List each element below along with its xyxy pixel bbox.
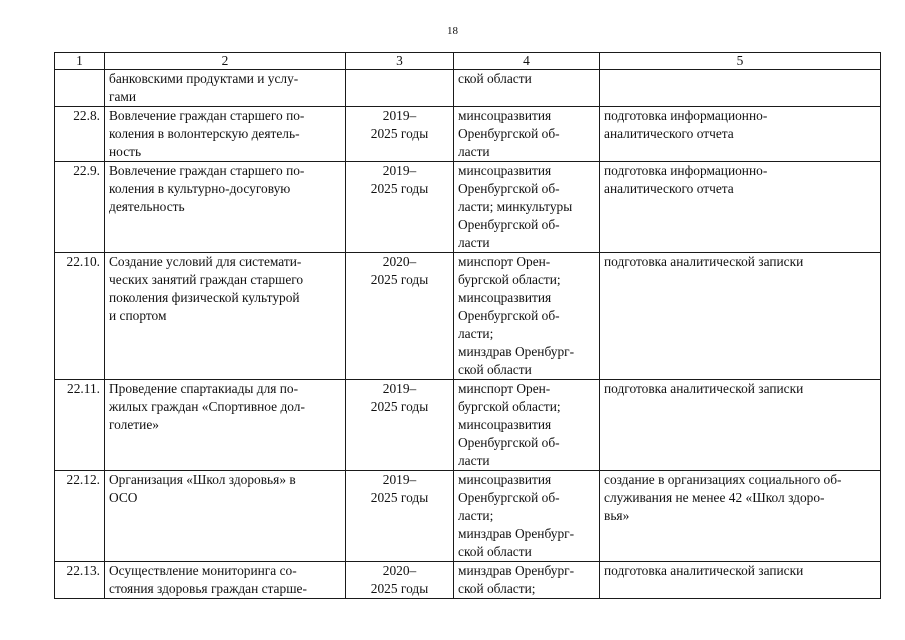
cell-line: 2019–	[382, 163, 417, 178]
executors-cell	[454, 70, 600, 107]
cell-line: 2025 годы	[370, 581, 429, 596]
cell-line: Оренбургской об-	[458, 181, 560, 196]
cell-line: Осуществление мониторинга со-	[109, 563, 297, 578]
period-cell	[346, 471, 454, 562]
cell-line: 2020–	[382, 563, 417, 578]
cell-line: ческих занятий граждан старшего	[109, 272, 304, 287]
cell-line: подготовка аналитической записки	[604, 381, 804, 396]
cell-line: Вовлечение граждан старшего по-	[109, 163, 305, 178]
cell-line: минздрав Оренбург-	[458, 563, 575, 578]
executors-cell	[454, 107, 600, 162]
header-row	[55, 53, 881, 70]
executors-cell	[454, 162, 600, 253]
table-body	[55, 53, 881, 599]
cell-line: ской области	[458, 71, 532, 86]
cell-line: 2025 годы	[370, 126, 429, 141]
cell-line: минсоцразвития	[458, 417, 552, 432]
cell-line: ской области	[458, 362, 532, 377]
cell-line: ласти	[458, 144, 490, 159]
result-cell	[600, 70, 881, 107]
cell-line: минсоцразвития	[458, 290, 552, 305]
activities-table	[54, 52, 881, 599]
cell-line: ОСО	[109, 490, 138, 505]
cell-line: стояния здоровья граждан старше-	[109, 581, 307, 596]
row-number-cell: 22.9.	[55, 162, 105, 253]
cell-line: ность	[109, 144, 142, 159]
executors-cell	[454, 253, 600, 380]
table-row	[55, 162, 881, 253]
cell-line: минсоцразвития	[458, 108, 552, 123]
cell-line: жилых граждан «Спортивное дол-	[109, 399, 305, 414]
header-cell-3: 3	[346, 53, 454, 70]
cell-line: Оренбургской об-	[458, 217, 560, 232]
cell-line: 2025 годы	[370, 181, 429, 196]
result-cell	[600, 471, 881, 562]
row-number-cell: 22.12.	[55, 471, 105, 562]
cell-line: бургской области;	[458, 399, 561, 414]
header-cell-5: 5	[600, 53, 881, 70]
cell-line: подготовка аналитической записки	[604, 254, 804, 269]
table-row	[55, 380, 881, 471]
cell-line: 2025 годы	[370, 272, 429, 287]
cell-line: аналитического отчета	[604, 126, 734, 141]
cell-line: Вовлечение граждан старшего по-	[109, 108, 305, 123]
activity-cell	[105, 162, 346, 253]
header-cell-4: 4	[454, 53, 600, 70]
executors-cell	[454, 380, 600, 471]
header-cell-2: 2	[105, 53, 346, 70]
cell-line: ласти;	[458, 508, 494, 523]
cell-line: минздрав Оренбург-	[458, 344, 575, 359]
cell-line: Оренбургской об-	[458, 435, 560, 450]
period-cell	[346, 253, 454, 380]
activity-cell	[105, 107, 346, 162]
result-cell	[600, 253, 881, 380]
activity-cell	[105, 70, 346, 107]
table-row	[55, 107, 881, 162]
cell-line: Оренбургской об-	[458, 490, 560, 505]
cell-line: подготовка аналитической записки	[604, 563, 804, 578]
cell-line: поколения физической культурой	[109, 290, 300, 305]
cell-line: минспорт Орен-	[458, 381, 551, 396]
cell-line: аналитического отчета	[604, 181, 734, 196]
cell-line: подготовка информационно-	[604, 108, 768, 123]
row-number-cell: 22.8.	[55, 107, 105, 162]
period-cell	[346, 380, 454, 471]
cell-line: ласти	[458, 235, 490, 250]
cell-line: Оренбургской об-	[458, 126, 560, 141]
cell-line: бургской области;	[458, 272, 561, 287]
table-row	[55, 253, 881, 380]
cell-line: Создание условий для системати-	[109, 254, 302, 269]
result-cell	[600, 562, 881, 599]
cell-line: Проведение спартакиады для по-	[109, 381, 299, 396]
cell-line: минсоцразвития	[458, 163, 552, 178]
header-cell-1: 1	[55, 53, 105, 70]
period-cell	[346, 162, 454, 253]
cell-line: банковскими продуктами и услу-	[109, 71, 299, 86]
cell-line: коления в культурно-досуговую	[109, 181, 291, 196]
row-number-cell	[55, 70, 105, 107]
cell-line: минспорт Орен-	[458, 254, 551, 269]
cell-line: 2019–	[382, 472, 417, 487]
cell-line: вья»	[604, 508, 630, 523]
cell-line: ласти; минкультуры	[458, 199, 573, 214]
cell-line: создание в организациях социального об-	[604, 472, 842, 487]
page-number: 18	[447, 25, 458, 37]
cell-line: коления в волонтерскую деятель-	[109, 126, 300, 141]
cell-line: ской области;	[458, 581, 536, 596]
cell-line: и спортом	[109, 308, 167, 323]
cell-line: ской области	[458, 544, 532, 559]
executors-cell	[454, 562, 600, 599]
cell-line: ласти	[458, 453, 490, 468]
cell-line: служивания не менее 42 «Школ здоро-	[604, 490, 825, 505]
cell-line: деятельность	[109, 199, 185, 214]
period-cell	[346, 70, 454, 107]
cell-line: подготовка информационно-	[604, 163, 768, 178]
executors-cell	[454, 471, 600, 562]
cell-line: минздрав Оренбург-	[458, 526, 575, 541]
cell-line: 2019–	[382, 381, 417, 396]
cell-line: гами	[109, 89, 137, 104]
cell-line: 2020–	[382, 254, 417, 269]
table-row	[55, 70, 881, 107]
cell-line: 2025 годы	[370, 490, 429, 505]
table-row	[55, 471, 881, 562]
cell-line: Организация «Школ здоровья» в	[109, 472, 296, 487]
period-cell	[346, 562, 454, 599]
cell-line: Оренбургской об-	[458, 308, 560, 323]
activity-cell	[105, 471, 346, 562]
cell-line: голетие»	[109, 417, 159, 432]
result-cell	[600, 380, 881, 471]
activity-cell	[105, 562, 346, 599]
cell-line: ласти;	[458, 326, 494, 341]
period-cell	[346, 107, 454, 162]
result-cell	[600, 107, 881, 162]
cell-line: минсоцразвития	[458, 472, 552, 487]
activity-cell	[105, 380, 346, 471]
cell-line: 2025 годы	[370, 399, 429, 414]
row-number-cell: 22.13.	[55, 562, 105, 599]
cell-line: 2019–	[382, 108, 417, 123]
table-row	[55, 562, 881, 599]
result-cell	[600, 162, 881, 253]
row-number-cell: 22.11.	[55, 380, 105, 471]
activity-cell	[105, 253, 346, 380]
row-number-cell: 22.10.	[55, 253, 105, 380]
